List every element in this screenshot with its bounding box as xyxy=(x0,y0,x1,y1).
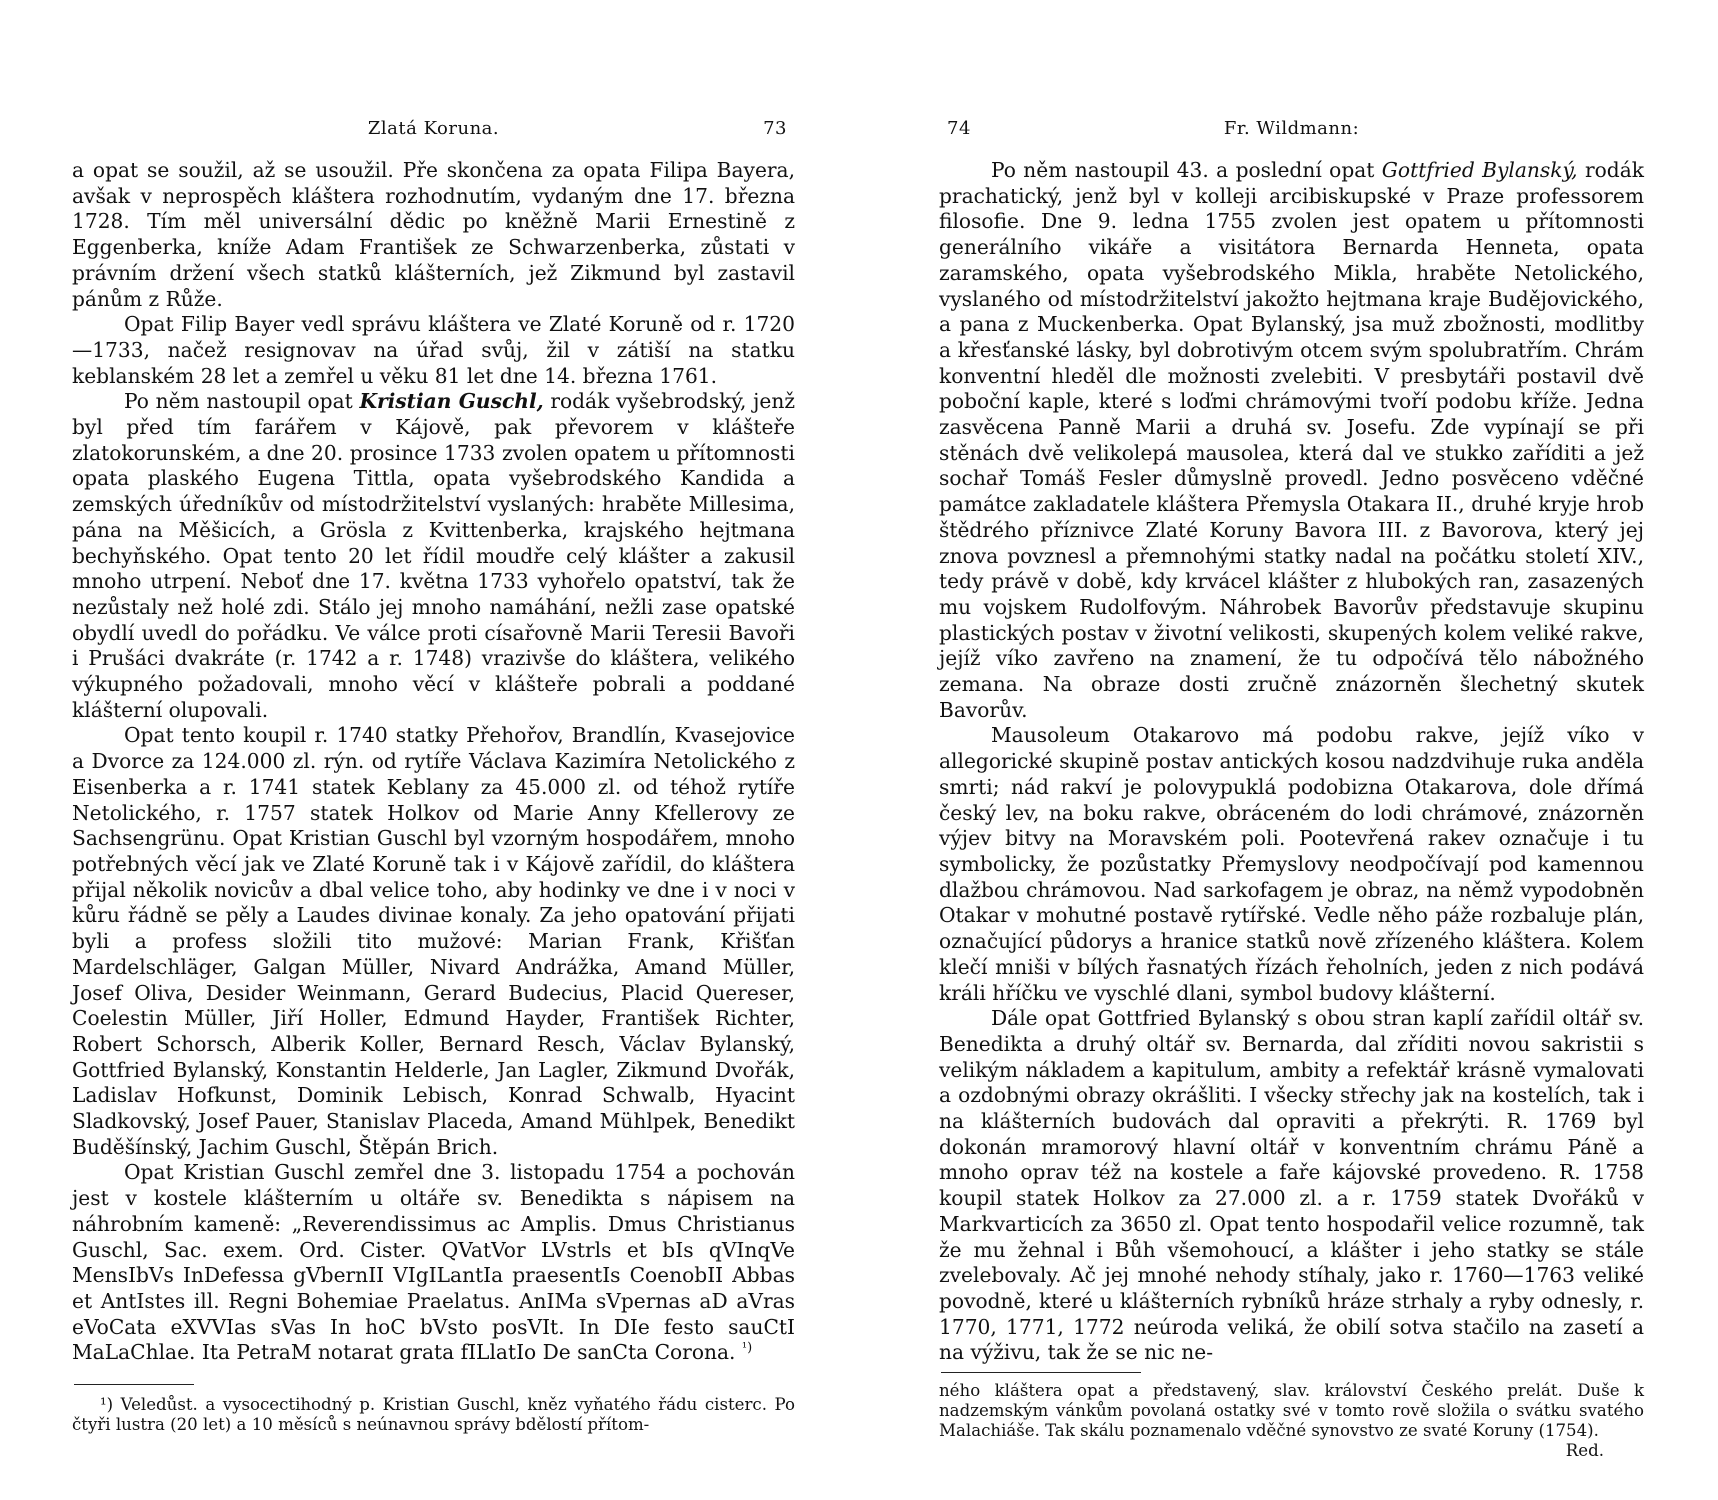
running-head: Fr. Wildmann: xyxy=(1223,118,1360,139)
paragraph-text: Po něm nastoupil 43. a poslední opat xyxy=(991,158,1382,182)
footnote-text: ¹) Veledůst. a vysocectihodný p. Kristian Guschl, kněz vyňatého řádu cisterc. Po čtyři lustra (20 let) a 10 měsíců s neúnavnou správy bdělostí přítom- xyxy=(72,1395,795,1435)
abbot-name: Gottfried Bylanský, xyxy=(1381,158,1578,182)
page-body xyxy=(72,158,795,1366)
page-header xyxy=(939,118,1644,158)
running-head: Zlatá Koruna. xyxy=(367,118,500,139)
page-header xyxy=(72,118,795,158)
paragraph-text: rodák vyšebrodský, jenž byl před tím farářem v Kájově, pak převorem v klášteře zlatokorunském, a dne 20. prosince 1733 zvolen opatem u přítomnosti opata plaského Eugena Tittla, opata vyšebrodského Kandida a zemských úředníkův od místodržitelství vyslaných: hraběte Millesima, pána na Měšicích, a Grösla z Kvittenberka, krajského hejtmana bechyňského. Opat tento 20 let řídil moudře celý klášter a zakusil mnoho utrpení. Neboť dne 17. května 1733 vyhořelo opatství, tak že nezůstaly než holé zdi. Stálo jej mnoho namáhání, nežli zase opatské obydlí uvedl do pořádku. Ve válce proti císařovně Marii Teresii Bavoři i Prušáci dvakráte (r. 1742 a r. 1748) vrazivše do kláštera, velikého výkupného požadovali, mnoho věcí v klášteře pobrali a poddané klášterní olupovali. xyxy=(72,389,795,722)
editor-signoff: Red. xyxy=(1565,1441,1604,1461)
paragraph-text: rodák prachatický, jenž byl v kolleji arcibiskupské v Praze professorem filosofie. Dne 9. ledna 1755 zvolen jest opatem u přítomnosti generálního vikáře a visitátora Bernarda Henneta, opata zaramského, opata vyšebrodského Mikla, hraběte Netolického, vyslaného od místodržitelství jakožto hejtmana kraje Budějovického, a pana z Muckenberka. Opat Bylanský, jsa muž zbožnosti, modlitby a křesťanské lásky, byl dobrotivým otcem svým spolubratřím. Chrám konventní hleděl dle možnosti zvelebiti. V presbytáři postavil dvě poboční kaple, které s loďmi chrámovými tvoří podobu kříže. Jedna zasvěcena Panně Marii a druhá sv. Josefu. Zde vypínají se při stěnách dvě velikolepá mausolea, která dal ve stukko zaříditi a jež sochař Tomáš Fesler důmyslně provedl. Jedno posvěceno vděčné památce zakladatele kláštera Přemysla Otakara II., druhé kryje hrob štědrého příznivce Zlaté Koruny Bavora III. z Bavorova, který jej znova povznesl a přemnohými statky nadal na počátku století XIV., tedy právě v době, kdy krvácel klášter z hlubokých ran, zasazených mu vojskem Rudolfovým. Náhrobek Bavorův představuje skupinu plastických postav v životní velikosti, skupených kolem veliké rakve, jejíž víko zavřeno na znamení, že tu odpočívá tělo nábožného zemana. Na obraze dosti zručně znázorněn šlechetný skutek Bavorův. xyxy=(939,158,1644,722)
abbot-name: Kristian Guschl, xyxy=(359,389,544,414)
paragraph xyxy=(72,389,795,723)
footnote-text: ného kláštera opat a představený, slav. království Českého prelát. Duše k nadzemským vánkům povolaná ostatky své v tomto rově složila o svátku svatého Malachiáše. Tak skálu poznamenalo vděčné synovstvo ze svaté Koruny (1754). xyxy=(939,1381,1644,1441)
footnote-rule xyxy=(941,1372,1141,1373)
paragraph: Opat Filip Bayer vedl správu kláštera ve Zlaté Koruně od r. 1720—1733, načež resignovav na úřad svůj, žil v zátiší na statku keblanském 28 let a zemřel u věku 81 let dne 14. března 1761. xyxy=(72,312,795,388)
page-body xyxy=(939,158,1644,1366)
footnote xyxy=(72,1395,795,1435)
paragraph: Dále opat Gottfried Bylanský s obou stran kaplí zařídil oltář sv. Benedikta a druhý oltář sv. Bernarda, dal zříditi novou sakristii s velikým nákladem a kapitulum, ambity a refektář krásně vymalovati a ozdobnými obrazy okrášliti. I všecky střechy jak na kostelích, tak i na klášterních budovách dal opraviti a překrýti. R. 1769 byl dokonán mramorový hlavní oltář v konventním chrámu Páně a mnoho oprav též na kostele a faře kájovské provedeno. R. 1758 koupil statek Holkov za 27.000 zl. a r. 1759 statek Dvořáků v Markvarticích za 3650 zl. Opat tento hospodařil velice rozumně, tak že mu žehnal i Bůh všemohoucí, a klášter i jeho statky se stále zvelebovaly. Ač jej mnohé nehody stíhaly, jako r. 1760—1763 veliké povodně, které u klášterních rybníků hráze strhaly a ryby odnesly, r. 1770, 1771, 1772 neúroda veliká, že obilí sotva stačilo na zasetí a na výživu, tak že se nic ne- xyxy=(939,1006,1644,1365)
page-number: 74 xyxy=(947,118,971,139)
page-number: 73 xyxy=(763,118,787,139)
paragraph: Opat tento koupil r. 1740 statky Přehořov, Brandlín, Kvasejovice a Dvorce za 124.000 zl. rýn. od rytíře Václava Kazimíra Netolického z Eisenberka a r. 1741 statek Keblany za 45.000 zl. od téhož rytíře Netolického, r. 1757 statek Holkov od Marie Anny Kfellerovy ze Sachsengrünu. Opat Kristian Guschl byl vzorným hospodářem, mnoho potřebných věcí jak ve Zlaté Koruně tak i v Kájově zařídil, do kláštera přijal několik novicův a dbal velice toho, aby hodinky ve dne i v noci v kůru řádně se pěly a Laudes divinae konaly. Za jeho opatování přijati byli a profess složili tito mužové: Marian Frank, Křišťan Mardelschläger, Galgan Müller, Nivard Andrážka, Amand Müller, Josef Oliva, Desider Weinmann, Gerard Budecius, Placid Quereser, Coelestin Müller, Jiří Holler, Edmund Hayder, František Richter, Robert Schorsch, Alberik Koller, Bernard Resch, Václav Bylanský, Gottfried Bylanský, Konstantin Helderle, Jan Lagler, Zikmund Dvořák, Ladislav Hofkunst, Dominik Lebisch, Konrad Schwalb, Hyacint Sladkovský, Josef Pauer, Stanislav Placeda, Amand Mühlpek, Benedikt Buděšínský, Jachim Guschl, Štěpán Brich. xyxy=(72,723,795,1159)
right-page xyxy=(859,0,1718,1500)
paragraph: a opat se soužil, až se usoužil. Pře skončena za opata Filipa Bayera, avšak v neprospěch kláštera rozhodnutím, vydaným dne 17. března 1728. Tím měl universální dědic po kněžně Marii Ernestině z Eggenberka, kníže Adam František ze Schwarzenberka, zůstati v právním držení všech statků klášterních, jež Zikmund byl zastavil pánům z Růže. xyxy=(72,158,795,311)
paragraph xyxy=(939,158,1644,723)
paragraph xyxy=(72,1160,795,1366)
paragraph: Mausoleum Otakarovo má podobu rakve, jejíž víko v allegorické skupině postav antických kosou nadzdvihuje ruka anděla smrti; nád rakví je polovypuklá podobizna Otakarova, dole dřímá český lev, na boku rakve, obráceném do lodi chrámové, znázorněn výjev bitvy na Moravském poli. Pootevřená rakev označuje i tu symbolicky, že pozůstatky Přemyslovy neodpočívají pod kamennou dlažbou chrámovou. Nad sarkofagem je obraz, na němž vypodobněn Otakar v mohutné postavě rytířské. Vedle něho páže rozbaluje plán, označující půdorys a hranice statků nově zřízeného kláštera. Kolem klečí mniši v bílých řasnatých řízách řeholních, jeden z nich podává králi hříčku ve vyschlé dlani, symbol budovy klášterní. xyxy=(939,723,1644,1005)
paragraph-text: Po něm nastoupil opat xyxy=(124,389,360,414)
footnote-marker: ¹) xyxy=(741,1340,753,1356)
footnote-rule xyxy=(74,1384,194,1385)
paragraph-text: Opat Kristian Guschl zemřel dne 3. listopadu 1754 a pochován jest v kostele klášterním u oltáře sv. Benedikta s nápisem na náhrobním kameně: „Reverendissimus ac Amplis. Dmus Christianus Guschl, Sac. exem. Ord. Cister. QVatVor LVstrls et bIs qVInqVe MensIbVs InDefessa gVbernII VIgILantIa praesentIs CoenobII Abbas et AntIstes ill. Regni Bohemiae Praelatus. AnIMa sVpernas aD aVras eVoCata eXVVIas sVas In hoC bVsto posVIt. In DIe festo sauCtI MaLaChlae. Ita PetraM notarat grata fILlatIo De sanCta Corona. xyxy=(72,1160,795,1365)
footnote xyxy=(939,1381,1644,1441)
